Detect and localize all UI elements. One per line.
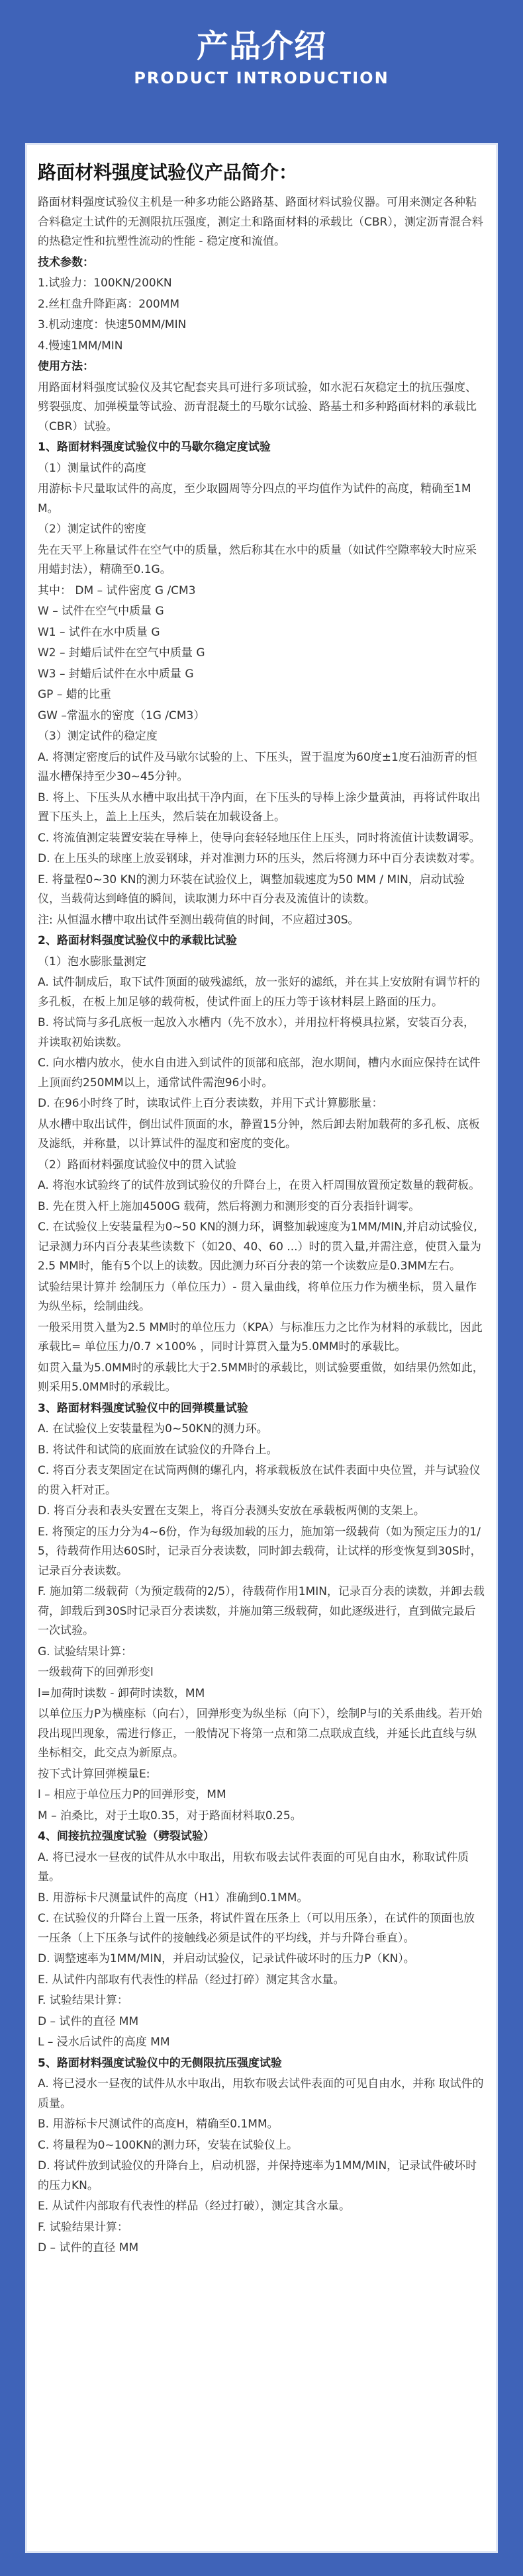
article-paragraph: 如贯入量为5.0MM时的承载比大于2.5MM时的承载比，则试验要重做，如结果仍然如此，则采用5.0MM时的承载比。 <box>38 1361 484 1394</box>
article-paragraph: 一般采用贯入量为2.5 MM时的单位压力（KPA）与标准压力之比作为材料的承载比，因此承载比= 单位压力/0.7 ×100% ，同时计算贯入量为5.0MM时的承载比。 <box>38 1320 483 1353</box>
article-paragraph: 按下式计算回弹模量E: <box>38 1767 150 1781</box>
article-paragraph: A. 试件制成后，取下试件顶面的破残滤纸，放一张好的滤纸，并在其上安放附有调节杆的多孔板，在板上加足够的载荷板，使试件面上的压力等于该材料层上路面的压力。 <box>38 976 481 1009</box>
article-paragraph: （2）测定试件的密度 <box>38 523 146 536</box>
article-paragraph: B. 先在贯入杆上施加4500G 载荷，然后将测力和测形变的百分表指针调零。 <box>38 1199 420 1213</box>
article-paragraph: W3 – 封蜡后试件在水中质量 G <box>38 667 194 681</box>
article-paragraph: （1）测量试件的高度 <box>38 461 146 475</box>
article-paragraph: D. 将百分表和表头安置在支架上，将百分表测头安放在承载板两侧的支架上。 <box>38 1504 425 1518</box>
article-paragraph: F. 试验结果计算： <box>38 1994 128 2007</box>
article-paragraph: 使用方法： <box>38 360 94 373</box>
article-paragraph: 先在天平上称量试件在空气中的质量，然后称其在水中的质量（如试件空隙率较大时应采用蜡封法），精确至0.1G。 <box>38 543 477 576</box>
article-paragraph: B. 用游标卡尺测试件的高度H，精确至0.1MM。 <box>38 2118 279 2131</box>
article-paragraph: A. 将已浸水一昼夜的试件从水中取出，用软布吸去试件表面的可见自由水，称取试件质量。 <box>38 1850 469 1883</box>
article-paragraph: E. 将量程0~30 KN的测力环装在试验仪上，调整加载速度为50 MM / MIN，启动试验仪，当载荷达到峰值的瞬间，读取测力环中百分表及流值计的读数。 <box>38 873 465 906</box>
article-paragraph: 从水槽中取出试件，倒出试件顶面的水，静置15分钟，然后卸去附加载荷的多孔板、底板及滤纸，并称量，以计算试件的湿度和密度的变化。 <box>38 1117 480 1150</box>
article-paragraph: GP – 蜡的比重 <box>38 688 111 701</box>
article-paragraph: 其中： DM – 试件密度 G /CM3 <box>38 583 196 597</box>
article-paragraph: C. 将流值测定装置安装在导棒上，使导向套轻轻地压住上压头，同时将流值计读数调零。 <box>38 831 481 845</box>
article-paragraph: A. 在试验仪上安装量程为0~50KN的测力环。 <box>38 1422 268 1436</box>
content-card <box>25 143 498 2553</box>
article-paragraph: D. 在96小时终了时，读取试件上百分表读数，并用下式计算膨胀量： <box>38 1097 383 1110</box>
article-paragraph: W1 – 试件在水中质量 G <box>38 625 160 639</box>
article-paragraph: 以单位压力P为横座标（向右），回弹形变为纵坐标（向下），绘制P与l的关系曲线。若开始段出现凹现象，需进行修正，一般情况下将第一点和第二点联成直线，并延长此直线与纵坐标相交，此交点为新原点。 <box>38 1707 483 1760</box>
article-paragraph: E. 从试件内部取有代表性的样品（经过打碎）测定其含水量。 <box>38 1973 345 1987</box>
article-paragraph: 注: 从恒温水槽中取出试件至测出载荷值的时间，不应超过30S。 <box>38 913 359 927</box>
article-paragraph: 用路面材料强度试验仪及其它配套夹具可进行多项试验，如水泥石灰稳定土的抗压强度、劈裂强度、加弹模量等试验、沥青混凝土的马歇尔试验、路基土和多种路面材料的承载比（CBR）试验。 <box>38 380 477 433</box>
article-paragraph: C. 在试验仪的升降台上置一压条，将试件置在压条上（可以用压条），在试件的顶面也放一压条（上下压条与试件的接触线必须是试件的平均线，并与升降台垂直）。 <box>38 1912 475 1945</box>
article-paragraph: （1）泡水膨胀量测定 <box>38 955 146 968</box>
article-paragraph: 路面材料强度试验仪主机是一种多功能公路路基、路面材料试验仪器。可用来测定各种粘合料稳定土试件的无测限抗压强度，测定土和路面材料的承载比（CBR），测定沥青混合料的热稳定性和抗塑性流动的性能 - 稳定度和流值。 <box>38 196 483 248</box>
article-paragraph: A. 将已浸水一昼夜的试件从水中取出，用软布吸去试件表面的可见自由水，并称 取试件的质量。 <box>38 2077 484 2110</box>
article-paragraph: M – 泊桑比，对于土取0.35，对于路面材料取0.25。 <box>38 1809 302 1823</box>
article-paragraph: l=加荷时读数 - 卸荷时读数，MM <box>38 1686 205 1700</box>
article-paragraph: 3.机动速度：快速50MM/MIN <box>38 318 187 331</box>
article-paragraph: E. 将预定的压力分为4~6份，作为每级加载的压力，施加第一级载荷（如为预定压力的1/5，待载荷作用达60S时，记录百分表读数，同时卸去载荷，让试样的形变恢复到30S时，记录百分表读数。 <box>38 1525 482 1578</box>
article-paragraph: D – 试件的直径 MM <box>38 2014 139 2028</box>
article-paragraph: C. 在试验仪上安装量程为0~50 KN的测力环，调整加载速度为1MM/MIN,并启动试验仪,记录测力环内百分表某些读数下（如20、40、60 ...）时的贯入量,并需注意，使贯入量为2.5 MM时，能有5个以上的读数。因此测力环百分表的第一个读数应是0.3MM左右。 <box>38 1221 481 1273</box>
article-paragraph: D – 试件的直径 MM <box>38 2241 139 2254</box>
article-paragraph: C. 向水槽内放水，使水自由进入到试件的顶部和底部，泡水期间，槽内水面应保持在试件上顶面约250MM以上，通常试件需泡96小时。 <box>38 1056 481 1090</box>
article-paragraph: 2、路面材料强度试验仪中的承载比试验 <box>38 934 237 947</box>
article-paragraph: D. 将试件放到试验仪的升降台上，启动机器，并保持速率为1MM/MIN，记录试件破坏时的压力KN。 <box>38 2159 477 2192</box>
article-paragraph: A. 将泡水试验终了的试件放到试验仪的升降台上，在贯入杆周围放置预定数量的载荷板。 <box>38 1179 481 1192</box>
article-paragraph: 1.试验力：100KN/200KN <box>38 277 172 290</box>
article-paragraph: B. 将试件和试筒的底面放在试验仪的升降台上。 <box>38 1443 278 1457</box>
article-paragraph: l – 相应于单位压力P的回弹形变，MM <box>38 1788 226 1801</box>
article-paragraph: 用游标卡尺量取试件的高度，至少取圆周等分四点的平均值作为试件的高度，精确至1MM。 <box>38 482 471 515</box>
article-paragraph: 1、路面材料强度试验仪中的马歇尔稳定度试验 <box>38 441 271 454</box>
article-paragraph: E. 从试件内部取有代表性的样品（经过打破），测定其含水量。 <box>38 2200 351 2213</box>
article-body <box>38 193 485 2258</box>
card-title: 路面材料强度试验仪产品简介： <box>38 161 298 183</box>
article-paragraph: 试验结果计算并 绘制压力（单位压力）- 贯入量曲线，将单位压力作为横坐标，贯入量作为纵坐标，绘制曲线。 <box>38 1280 477 1313</box>
article-paragraph: （3）测定试件的稳定度 <box>38 730 158 743</box>
header-title: 产品介绍 <box>196 28 326 65</box>
article-paragraph: B. 用游标卡尺测量试件的高度（H1）准确到0.1MM。 <box>38 1891 309 1905</box>
article-paragraph: 5、路面材料强度试验仪中的无侧限抗压强度试验 <box>38 2056 282 2070</box>
article-paragraph: A. 将测定密度后的试件及马歇尔试验的上、下压头，置于温度为60度±1度石油沥青的恒温水槽保持至少30~45分钟。 <box>38 750 477 783</box>
article-paragraph: F. 施加第二级载荷（为预定载荷的2/5），待载荷作用1MIN，记录百分表的读数，并卸去载荷，卸载后到30S时记录百分表读数，并施加第三级载荷，如此逐级进行，直到做完最后一次试验。 <box>38 1585 485 1637</box>
article-paragraph: C. 将量程为0~100KN的测力环，安装在试验仪上。 <box>38 2138 299 2152</box>
page-header <box>0 29 523 88</box>
article-paragraph: 一级载荷下的回弹形变l <box>38 1666 154 1679</box>
article-paragraph: GW –常温水的密度（1G /CM3） <box>38 708 205 722</box>
article-paragraph: 3、路面材料强度试验仪中的回弹模量试验 <box>38 1401 248 1415</box>
header-subtitle: PRODUCT INTRODUCTION <box>134 68 389 87</box>
article-paragraph: 4、间接抗拉强度试验（劈裂试验） <box>38 1830 214 1843</box>
article-paragraph: （2）路面材料强度试验仪中的贯入试验 <box>38 1158 236 1172</box>
article-paragraph: 2.丝杠盘升降距离：200MM <box>38 297 180 311</box>
article-paragraph: 4.慢速1MM/MIN <box>38 339 123 353</box>
article-paragraph: B. 将上、下压头从水槽中取出拭干净内面，在下压头的导棒上涂少量黄油，再将试件取出置下压头上，盖上上压头，然后装在加载设备上。 <box>38 791 481 824</box>
article-paragraph: W2 – 封蜡后试件在空气中质量 G <box>38 646 205 660</box>
article-paragraph: 技术参数： <box>38 255 94 269</box>
article-paragraph: B. 将试筒与多孔底板一起放入水槽内（先不放水），并用拉杆将模具拉紧，安装百分表，并读取初始读数。 <box>38 1016 475 1049</box>
article-paragraph: L – 浸水后试件的高度 MM <box>38 2036 170 2049</box>
article-paragraph: D. 调整速率为1MM/MIN，并启动试验仪，记录试件破坏时的压力P（KN）。 <box>38 1952 415 1965</box>
article-paragraph: W – 试件在空气中质量 G <box>38 605 164 618</box>
article-paragraph: F. 试验结果计算： <box>38 2220 128 2234</box>
article-paragraph: C. 将百分表支架固定在试筒两侧的螺孔内，将承载板放在试件表面中央位置，并与试验仪的贯入杆对正。 <box>38 1464 481 1497</box>
article-paragraph: G. 试验结果计算： <box>38 1645 132 1658</box>
article-paragraph: D. 在上压头的球座上放妥钢球，并对准测力环的压头，然后将测力环中百分表读数对零。 <box>38 852 481 865</box>
